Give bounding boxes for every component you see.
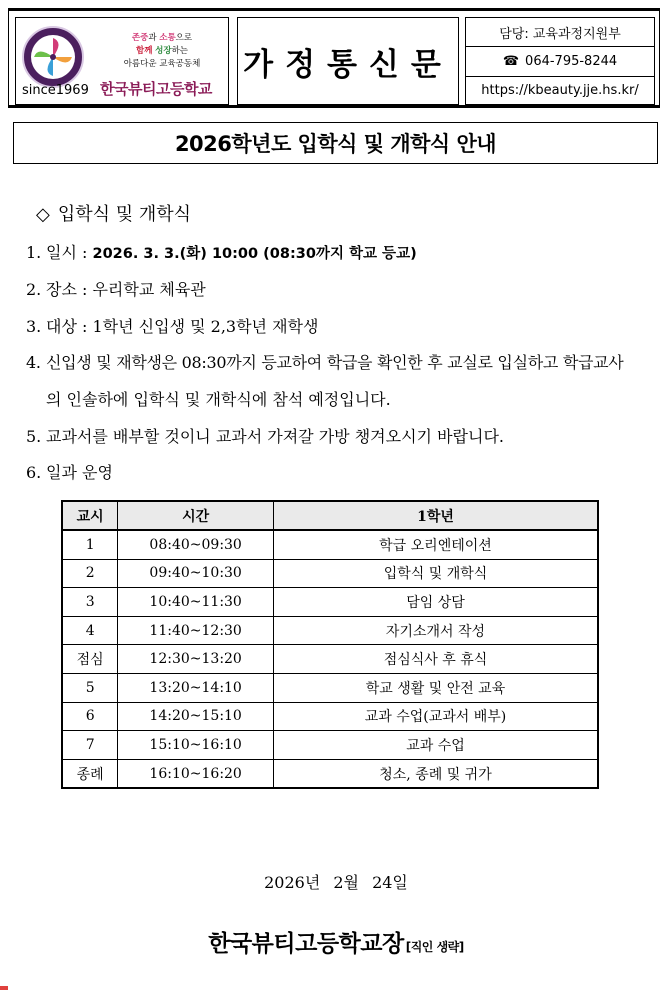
- time-cell: 10:40~11:30: [118, 588, 274, 617]
- time-cell: 16:10~16:20: [118, 759, 274, 788]
- item-text: 일과 운영: [46, 463, 113, 482]
- activity-cell: 학급 오리엔테이션: [273, 530, 598, 559]
- phone-row: [465, 46, 655, 75]
- school-slogan: [98, 32, 226, 71]
- item-number: 5.: [26, 427, 42, 446]
- table-row: [62, 731, 598, 760]
- item-text: 대상 : 1학년 신입생 및 2,3학년 재학생: [46, 317, 319, 336]
- table-header-row: [62, 501, 598, 530]
- table-row: [62, 559, 598, 588]
- slogan-line: 아름다운 교육공동체: [123, 59, 201, 69]
- item-number: 3.: [26, 317, 42, 336]
- table-row: [62, 702, 598, 731]
- list-item-place: [26, 277, 206, 300]
- item-number: 6.: [26, 463, 42, 482]
- school-block: [15, 17, 229, 105]
- time-cell: 08:40~09:30: [118, 530, 274, 559]
- list-item-arrival: [26, 350, 623, 373]
- section-heading-text: 입학식 및 개학식: [57, 204, 192, 225]
- item-text: 신입생 및 재학생은 08:30까지 등교하여 학급을 확인한 후 교실로 입실하고 학급교사: [46, 353, 624, 372]
- time-cell: 09:40~10:30: [118, 559, 274, 588]
- slogan-word: 소통: [159, 33, 176, 43]
- event-datetime: 2026. 3. 3.(화) 10:00 (08:30까지 학교 등교): [92, 246, 417, 262]
- activity-cell: 담임 상담: [273, 588, 598, 617]
- period-cell: 점심: [62, 645, 118, 674]
- seal-omitted-note: [직인 생략]: [405, 940, 464, 954]
- item-number: 2.: [26, 280, 42, 299]
- table-row: [62, 530, 598, 559]
- list-item-datetime: [26, 240, 417, 263]
- signer: [0, 925, 672, 958]
- slogan-word: 하는: [171, 46, 188, 56]
- time-cell: 11:40~12:30: [118, 616, 274, 645]
- list-item-textbooks: [26, 424, 504, 447]
- activity-cell: 자기소개서 작성: [273, 616, 598, 645]
- list-item-arrival-continued: 의 인솔하에 입학식 및 개학식에 참석 예정입니다.: [46, 390, 391, 409]
- slogan-word: 성장: [155, 46, 172, 56]
- time-cell: 13:20~14:10: [118, 673, 274, 702]
- phone-number: 064-795-8244: [525, 53, 618, 69]
- column-header-period: 교시: [62, 501, 118, 530]
- letter-header: [8, 8, 660, 108]
- activity-cell: 청소, 종례 및 귀가: [273, 759, 598, 788]
- item-number: 4.: [26, 353, 41, 372]
- table-row: [62, 645, 598, 674]
- section-heading: [36, 200, 191, 226]
- period-cell: 4: [62, 616, 118, 645]
- contact-info: [465, 17, 655, 105]
- item-label: 일시 :: [46, 243, 93, 262]
- slogan-word: 과: [148, 33, 160, 43]
- list-item-schedule: [26, 460, 113, 483]
- diamond-bullet-icon: ◇: [36, 204, 50, 225]
- principal-title: 한국뷰티고등학교장: [208, 931, 404, 957]
- period-cell: 1: [62, 530, 118, 559]
- table-row: [62, 616, 598, 645]
- department-row: [465, 17, 655, 46]
- activity-cell: 입학식 및 개학식: [273, 559, 598, 588]
- document-title: 2026학년도 입학식 및 개학식 안내: [13, 122, 658, 164]
- item-number: 1.: [26, 243, 42, 262]
- school-logo: [22, 26, 84, 88]
- column-header-time: 시간: [118, 501, 274, 530]
- column-header-grade1: 1학년: [273, 501, 598, 530]
- slogan-word: 으로: [175, 33, 193, 43]
- department-text: 담당: 교육과정지원부: [499, 26, 621, 42]
- schedule-table: [61, 500, 599, 789]
- activity-cell: 학교 생활 및 안전 교육: [273, 673, 598, 702]
- time-cell: 14:20~15:10: [118, 702, 274, 731]
- item-text: 교과서를 배부할 것이니 교과서 가져갈 가방 챙겨오시기 바랍니다.: [46, 427, 505, 446]
- page-corner-mark: [0, 986, 8, 990]
- period-cell: 6: [62, 702, 118, 731]
- item-text: 장소 : 우리학교 체육관: [46, 280, 206, 299]
- period-cell: 2: [62, 559, 118, 588]
- period-cell: 종례: [62, 759, 118, 788]
- table-row: [62, 588, 598, 617]
- slogan-word: 함께: [135, 46, 153, 56]
- time-cell: 15:10~16:10: [118, 731, 274, 760]
- time-cell: 12:30~13:20: [118, 645, 274, 674]
- table-row: [62, 673, 598, 702]
- pinwheel-logo-icon: [24, 28, 82, 86]
- activity-cell: 교과 수업: [273, 731, 598, 760]
- slogan-word: 존중: [131, 33, 149, 43]
- list-item-target: [26, 314, 318, 337]
- school-website-link[interactable]: https://kbeauty.jje.hs.kr/: [481, 82, 639, 98]
- table-row: [62, 759, 598, 788]
- period-cell: 5: [62, 673, 118, 702]
- since-year: since1969: [22, 83, 89, 98]
- activity-cell: 교과 수업(교과서 배부): [273, 702, 598, 731]
- school-name: 한국뷰티고등학교: [100, 80, 212, 98]
- period-cell: 7: [62, 731, 118, 760]
- url-row[interactable]: [465, 76, 655, 105]
- newsletter-title: 가정통신문: [237, 17, 459, 105]
- issue-date: 2026년 2월 24일: [264, 873, 408, 892]
- phone-icon: ☎: [502, 53, 520, 69]
- period-cell: 3: [62, 588, 118, 617]
- activity-cell: 점심식사 후 휴식: [273, 645, 598, 674]
